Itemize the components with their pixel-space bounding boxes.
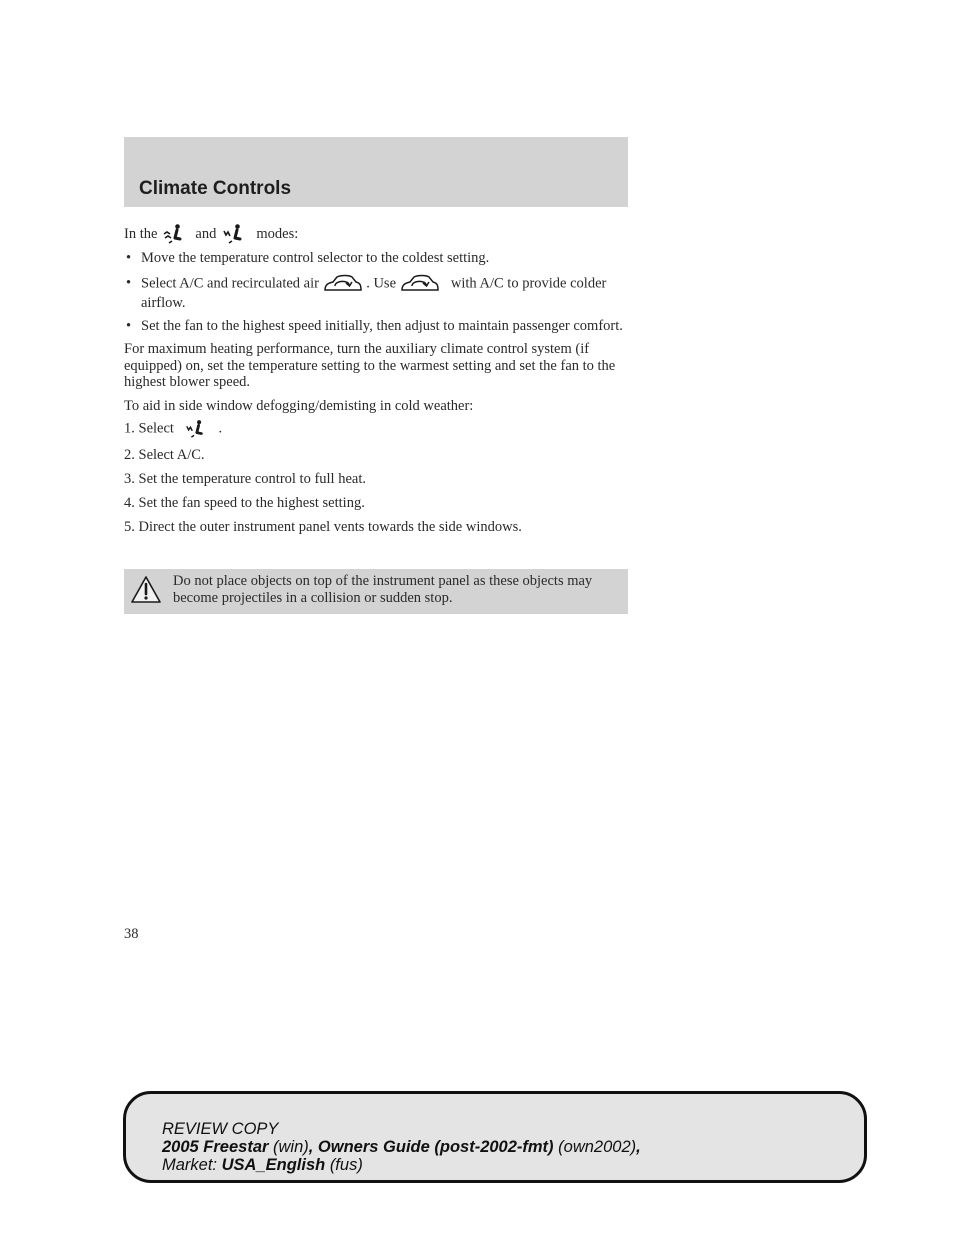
page-number: 38 xyxy=(124,926,139,942)
bullet-dot: • xyxy=(126,274,132,291)
floor-defrost-mode-icon xyxy=(223,223,243,245)
list-item: 3. Set the temperature control to full heat. xyxy=(124,470,366,487)
review-copy-model-line: 2005 Freestar (win), Owners Guide (post-2002-fmt) (own2002), xyxy=(162,1138,641,1156)
recirculated-air-icon xyxy=(323,274,363,294)
intro-suffix: modes: xyxy=(256,225,299,242)
warning-text: Do not place objects on top of the instrument panel as these objects may become projectiles in a collision or sudden stop. xyxy=(173,573,593,606)
list-item: 1. Select . xyxy=(124,419,628,439)
review-copy-text xyxy=(162,1120,641,1174)
panel-floor-mode-icon xyxy=(163,223,183,245)
bullet-dot: • xyxy=(126,250,132,266)
warning-box xyxy=(124,569,628,614)
review-copy-label: REVIEW COPY xyxy=(162,1120,279,1138)
instruction-bullets xyxy=(124,250,628,334)
list-item: • Select A/C and recirculated air . Use with A/C to provide colder airflow. xyxy=(126,274,607,311)
list-item: 4. Set the fan speed to the highest setting. xyxy=(124,494,365,511)
bullet-dot: • xyxy=(126,317,132,334)
list-item: • Set the fan to the highest speed initially, then adjust to maintain passenger comfort. xyxy=(126,317,623,334)
heating-paragraph: For maximum heating performance, turn the auxiliary climate control system (if equipped) on, set the temperature setting to the warmest setting and set the fan to the highest blower speed. xyxy=(124,341,616,390)
review-copy-box xyxy=(123,1091,867,1183)
warning-triangle-icon xyxy=(130,575,162,605)
review-copy-market-line: Market: USA_English (fus) xyxy=(162,1156,363,1174)
section-header-band xyxy=(124,137,628,207)
defog-steps xyxy=(124,419,628,535)
recirculated-air-icon xyxy=(400,274,440,294)
defog-intro-paragraph: To aid in side window defogging/demisting in cold weather: xyxy=(124,397,474,414)
section-title: Climate Controls xyxy=(139,178,292,199)
list-item: • Move the temperature control selector to the coldest setting. xyxy=(126,250,490,266)
intro-prefix: In the xyxy=(124,225,158,242)
page-content xyxy=(124,222,628,543)
list-item: 2. Select A/C. xyxy=(124,446,205,463)
floor-defrost-mode-icon xyxy=(185,419,205,439)
intro-line xyxy=(124,222,628,246)
intro-conjunction: and xyxy=(195,225,217,242)
list-item: 5. Direct the outer instrument panel vents towards the side windows. xyxy=(124,518,522,535)
